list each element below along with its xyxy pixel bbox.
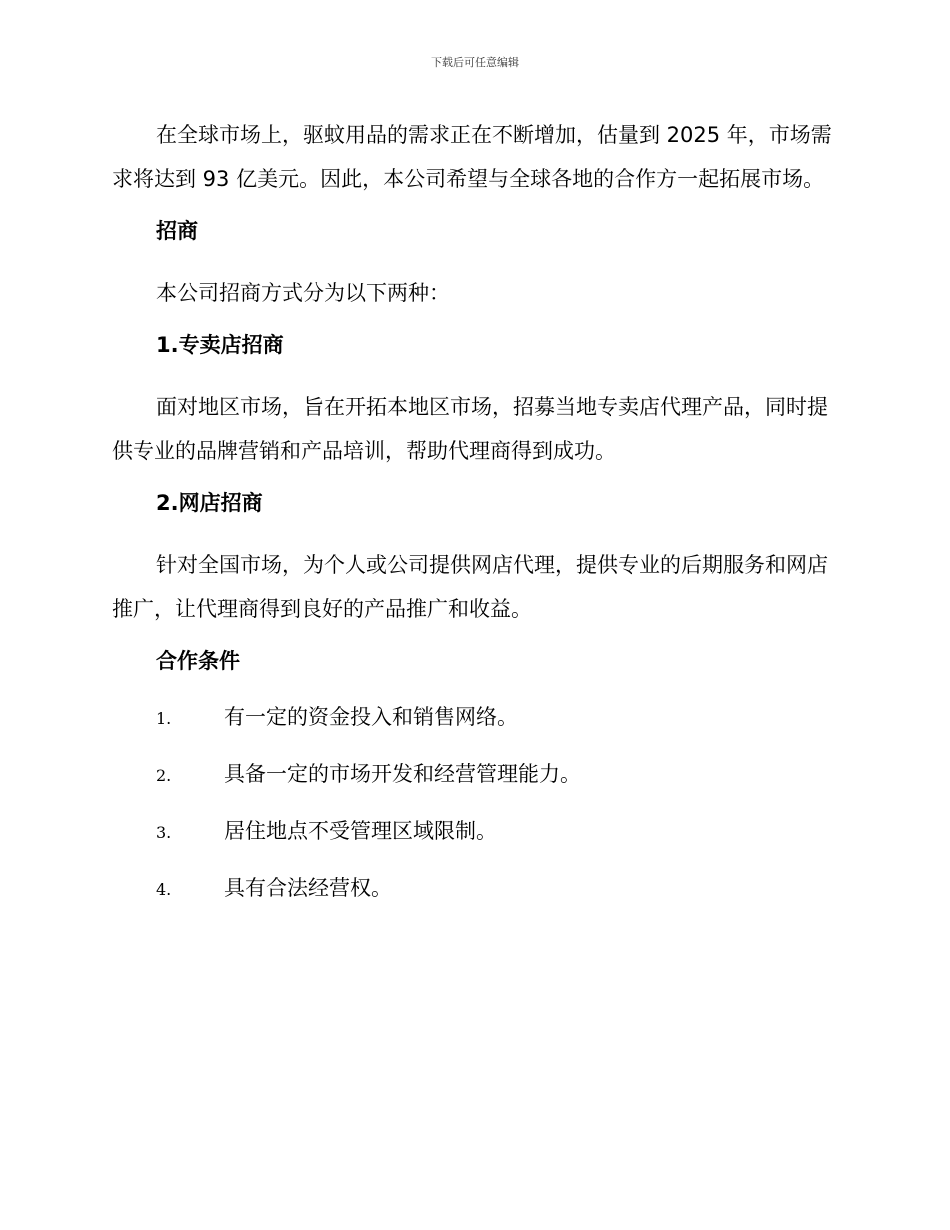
list-item <box>112 701 832 733</box>
recruit-heading: 招商 <box>156 219 198 243</box>
conditions-heading: 合作条件 <box>156 649 240 673</box>
conditions-list <box>112 701 832 904</box>
list-number: 1. <box>156 709 172 728</box>
online-recruit-heading: 2.网店招商 <box>156 491 263 515</box>
online-recruit-paragraph: 针对全国市场，为个人或公司提供网店代理，提供专业的后期服务和网店推广，让代理商得到良好的产品推广和收益。 <box>112 553 828 621</box>
list-text: 具有合法经营权。 <box>224 876 392 900</box>
store-recruit-paragraph: 面对地区市场，旨在开拓本地区市场，招募当地专卖店代理产品，同时提供专业的品牌营销和产品培训，帮助代理商得到成功。 <box>112 395 828 463</box>
list-number: 2. <box>156 766 172 785</box>
page-header: 下载后可任意编辑 <box>431 56 519 69</box>
store-recruit-heading: 1.专卖店招商 <box>156 333 284 357</box>
list-item <box>112 758 832 790</box>
intro-paragraph: 在全球市场上，驱蚊用品的需求正在不断增加，估量到 2025 年，市场需求将达到 93 亿美元。因此，本公司希望与全球各地的合作方一起拓展市场。 <box>112 123 832 191</box>
list-text: 有一定的资金投入和销售网络。 <box>224 705 518 729</box>
recruit-intro-paragraph: 本公司招商方式分为以下两种： <box>156 281 450 305</box>
list-number: 4. <box>156 880 172 899</box>
list-item <box>112 872 832 904</box>
list-text: 具备一定的市场开发和经营管理能力。 <box>224 762 581 786</box>
list-number: 3. <box>156 823 172 842</box>
document-body <box>112 113 832 929</box>
list-text: 居住地点不受管理区域限制。 <box>224 819 497 843</box>
list-item <box>112 815 832 847</box>
